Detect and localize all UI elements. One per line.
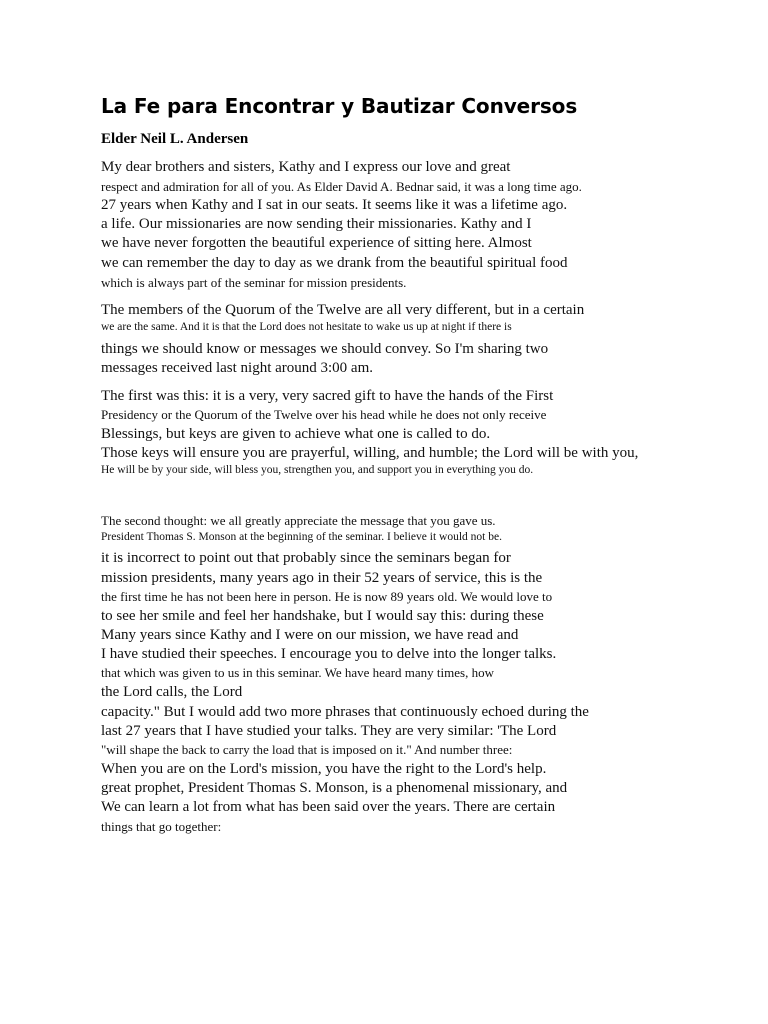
text-line: Those keys will ensure you are prayerful, willing, and humble; the Lord will be with you, (101, 445, 639, 461)
text-line: we have never forgotten the beautiful experience of sitting here. Almost (101, 235, 532, 251)
text-line: great prophet, President Thomas S. Monson, is a phenomenal missionary, and (101, 780, 568, 796)
text-line: My dear brothers and sisters, Kathy and I express our love and great (101, 159, 511, 175)
text-line: He will be by your side, will bless you, strengthen you, and support you in everything you do. (101, 464, 534, 476)
text-line: We can learn a lot from what has been said over the years. There are certain (101, 799, 556, 815)
text-line: "will shape the back to carry the load that is imposed on it." And number three: (101, 742, 513, 757)
text-line: to see her smile and feel her handshake, but I would say this: during these (101, 608, 544, 624)
text-line: a life. Our missionaries are now sending their missionaries. Kathy and I (101, 216, 532, 232)
text-line: we are the same. And it is that the Lord does not hesitate to wake us up at night if there is (101, 321, 512, 333)
document-title: La Fe para Encontrar y Bautizar Conversos (101, 94, 578, 118)
text-line: The second thought: we all greatly appreciate the message that you gave us. (101, 513, 496, 528)
text-line: messages received last night around 3:00 am. (101, 360, 374, 376)
text-line: the first time he has not been here in person. He is now 89 years old. We would love to (101, 589, 553, 604)
text-line: respect and admiration for all of you. As Elder David A. Bednar said, it was a long time ago. (101, 179, 582, 194)
text-line: which is always part of the seminar for mission presidents. (101, 275, 407, 290)
text-line: When you are on the Lord's mission, you have the right to the Lord's help. (101, 761, 547, 777)
text-line: capacity." But I would add two more phrases that continuously echoed during the (101, 704, 589, 720)
text-line: I have studied their speeches. I encourage you to delve into the longer talks. (101, 646, 557, 662)
text-line: the Lord calls, the Lord (101, 684, 243, 700)
text-line: things that go together: (101, 819, 222, 834)
text-line: President Thomas S. Monson at the beginning of the seminar. I believe it would not be. (101, 531, 502, 543)
text-line: we can remember the day to day as we drank from the beautiful spiritual food (101, 255, 568, 271)
text-line: 27 years when Kathy and I sat in our seats. It seems like it was a lifetime ago. (101, 197, 568, 213)
text-line: The members of the Quorum of the Twelve are all very different, but in a certain (101, 302, 585, 318)
text-line: Presidency or the Quorum of the Twelve over his head while he does not only receive (101, 407, 547, 422)
text-line: The first was this: it is a very, very sacred gift to have the hands of the First (101, 388, 554, 404)
document-author: Elder Neil L. Andersen (101, 131, 249, 147)
text-line: that which was given to us in this seminar. We have heard many times, how (101, 665, 494, 680)
text-line: it is incorrect to point out that probably since the seminars began for (101, 550, 511, 566)
text-line: things we should know or messages we should convey. So I'm sharing two (101, 341, 549, 357)
text-line: mission presidents, many years ago in their 52 years of service, this is the (101, 570, 543, 586)
text-line: Many years since Kathy and I were on our mission, we have read and (101, 627, 519, 643)
text-line: last 27 years that I have studied your talks. They are very similar: 'The Lord (101, 723, 557, 739)
text-line: Blessings, but keys are given to achieve what one is called to do. (101, 426, 491, 442)
